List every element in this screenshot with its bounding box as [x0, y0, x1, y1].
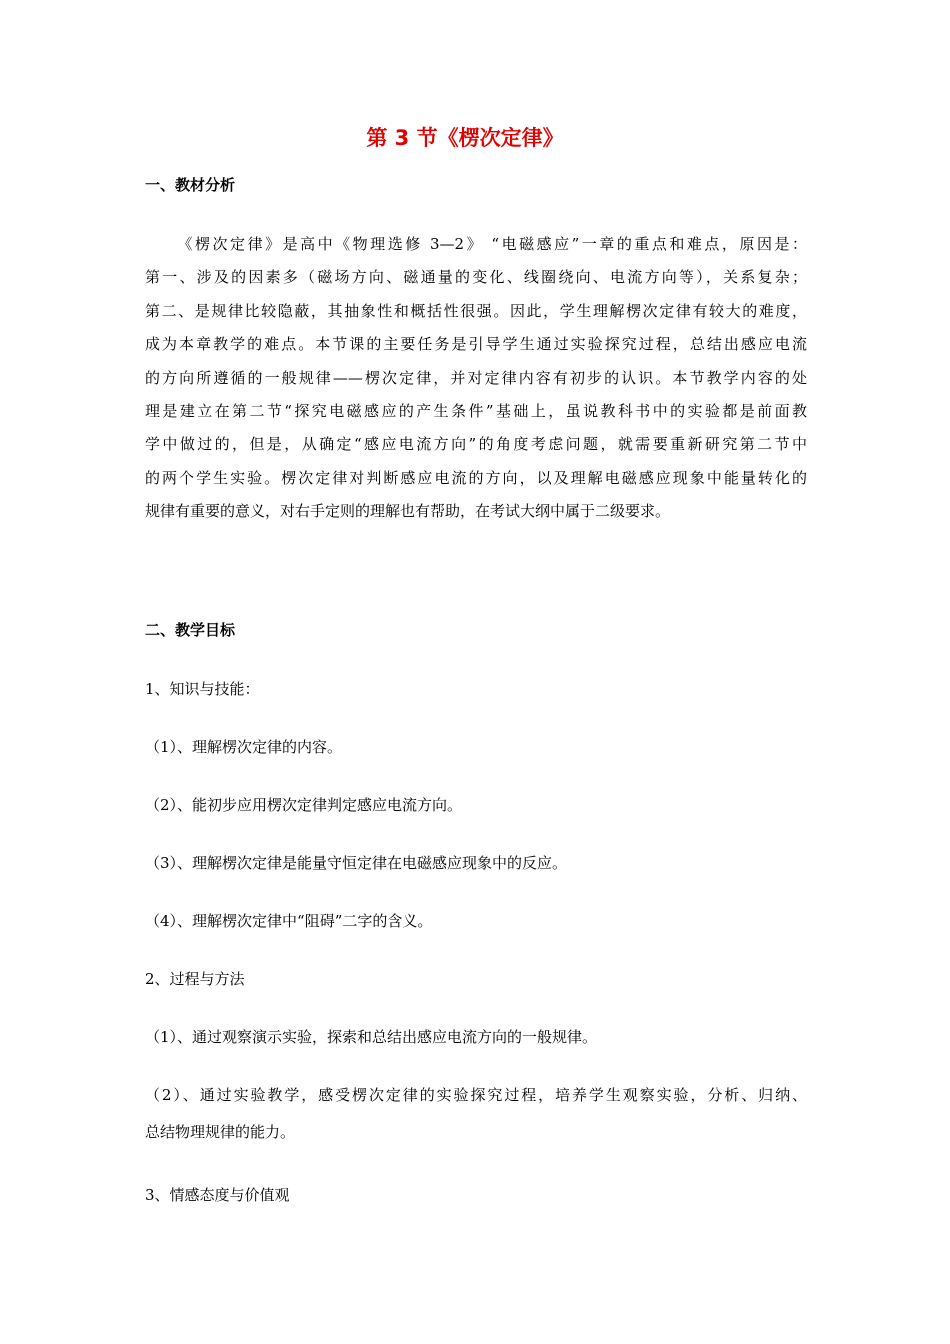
paragraph-line: 理是建立在第二节“探究电磁感应的产生条件”基础上，虽说教科书中的实验都是前面教	[145, 402, 807, 421]
subsection-title-knowledge: 1、知识与技能：	[145, 680, 260, 698]
page-title: 第 3 节《楞次定律》	[366, 126, 564, 150]
objective-item: （2）、能初步应用楞次定律判定感应电流方向。	[145, 796, 463, 814]
paragraph-line: 成为本章教学的难点。本节课的主要任务是引导学生通过实验探究过程，总结出感应电流	[145, 335, 807, 354]
paragraph-line: （2）、通过实验教学，感受楞次定律的实验探究过程，培养学生观察实验，分析、归纳、	[145, 1086, 807, 1104]
subsection-title-values: 3、情感态度与价值观	[145, 1186, 290, 1204]
paragraph-line: 学中做过的，但是，从确定“感应电流方向”的角度考虑问题，就需要重新研究第二节中	[145, 435, 807, 454]
paragraph-line: 第一、涉及的因素多（磁场方向、磁通量的变化、线圈绕向、电流方向等），关系复杂；	[145, 268, 807, 287]
objective-item: （1）、理解楞次定律的内容。	[145, 738, 343, 756]
paragraph-line: 的方向所遵循的一般规律——楞次定律，并对定律内容有初步的认识。本节教学内容的处	[145, 368, 807, 387]
paragraph-line: 规律有重要的意义，对右手定则的理解也有帮助，在考试大纲中属于二级要求。	[145, 502, 671, 521]
paragraph-line: 第二、是规律比较隐蔽，其抽象性和概括性很强。因此，学生理解楞次定律有较大的难度，	[145, 301, 807, 320]
analysis-paragraph	[145, 228, 807, 529]
objective-item: （4）、理解楞次定律中“阻碍”二字的含义。	[145, 912, 433, 930]
objective-item: （3）、理解楞次定律是能量守恒定律在电磁感应现象中的反应。	[145, 854, 568, 872]
paragraph-line: 的两个学生实验。楞次定律对判断感应电流的方向，以及理解电磁感应现象中能量转化的	[145, 468, 807, 487]
subsection-title-process: 2、过程与方法	[145, 970, 245, 988]
section-heading-objectives: 二、教学目标	[145, 621, 236, 639]
objective-item-wrapped	[145, 1077, 807, 1151]
section-heading-analysis: 一、教材分析	[145, 176, 236, 194]
paragraph-line: 总结物理规律的能力。	[145, 1123, 296, 1141]
objective-item: （1）、通过观察演示实验，探索和总结出感应电流方向的一般规律。	[145, 1028, 598, 1046]
paragraph-line: 《楞次定律》是高中《物理选修 3—2》 “电磁感应”一章的重点和难点，原因是：	[175, 235, 807, 253]
